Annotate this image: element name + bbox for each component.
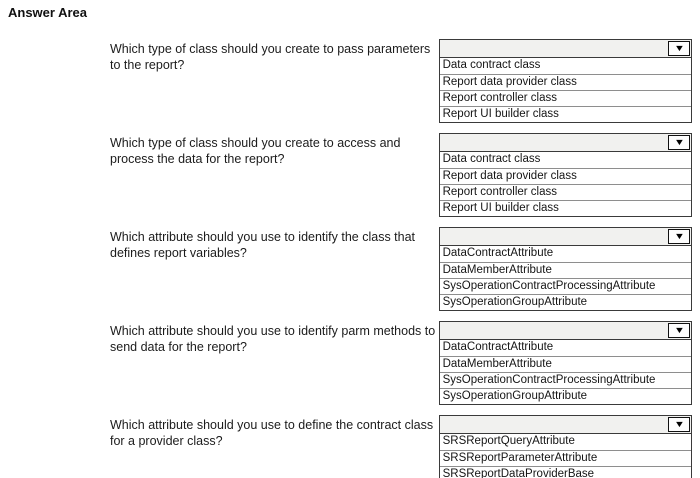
options-list [440, 246, 691, 310]
question-text: Which type of class should you create to access and process the data for the report? [110, 136, 401, 166]
option-item[interactable]: DataContractAttribute [440, 246, 691, 262]
chevron-down-icon: ▼ [673, 137, 685, 147]
dropdown-selected-value [440, 40, 691, 42]
question-row [8, 321, 692, 405]
option-item[interactable]: Report controller class [440, 90, 691, 106]
answer-group [439, 415, 692, 478]
dropdown-selected-value [440, 322, 691, 324]
option-item[interactable]: Data contract class [440, 152, 691, 168]
option-item[interactable]: Report UI builder class [440, 200, 691, 216]
question-rows [8, 39, 692, 478]
dropdown-open-button[interactable] [668, 229, 690, 244]
question-row [8, 227, 692, 311]
option-item[interactable]: SRSReportDataProviderBase [440, 466, 691, 478]
dropdown-selected-value [440, 416, 691, 418]
question-text: Which attribute should you use to define the contract class for a provider class? [110, 418, 434, 448]
dropdown-open-button[interactable] [668, 323, 690, 338]
answer-dropdown[interactable] [440, 40, 691, 58]
answer-group [439, 321, 692, 405]
option-item[interactable]: Data contract class [440, 58, 691, 74]
option-item[interactable]: SRSReportQueryAttribute [440, 434, 691, 450]
question-text: Which attribute should you use to identify parm methods to send data for the report? [110, 324, 436, 354]
option-item[interactable]: SysOperationGroupAttribute [440, 388, 691, 404]
option-item[interactable]: DataContractAttribute [440, 340, 691, 356]
dropdown-selected-value [440, 134, 691, 136]
option-item[interactable]: SysOperationContractProcessingAttribute [440, 278, 691, 294]
option-item[interactable]: DataMemberAttribute [440, 262, 691, 278]
answer-dropdown[interactable] [440, 134, 691, 152]
dropdown-selected-value [440, 228, 691, 230]
option-item[interactable]: Report controller class [440, 184, 691, 200]
option-item[interactable]: SysOperationContractProcessingAttribute [440, 372, 691, 388]
chevron-down-icon: ▼ [673, 43, 685, 53]
question-row [8, 133, 692, 217]
answer-group [439, 227, 692, 311]
option-item[interactable]: SRSReportParameterAttribute [440, 450, 691, 466]
option-item[interactable]: DataMemberAttribute [440, 356, 691, 372]
answer-group [439, 133, 692, 217]
question-text: Which attribute should you use to identify the class that defines report variables? [110, 230, 416, 260]
question-text: Which type of class should you create to pass parameters to the report? [110, 42, 431, 72]
options-list [440, 152, 691, 216]
options-list [440, 434, 691, 478]
page-title: Answer Area [8, 5, 87, 20]
answer-dropdown[interactable] [440, 416, 691, 434]
chevron-down-icon: ▼ [673, 419, 685, 429]
option-item[interactable]: Report data provider class [440, 74, 691, 90]
answer-dropdown[interactable] [440, 228, 691, 246]
answer-dropdown[interactable] [440, 322, 691, 340]
option-item[interactable]: SysOperationGroupAttribute [440, 294, 691, 310]
options-list [440, 58, 691, 122]
option-item[interactable]: Report UI builder class [440, 106, 691, 122]
dropdown-open-button[interactable] [668, 41, 690, 56]
question-row [8, 415, 692, 478]
chevron-down-icon: ▼ [673, 231, 685, 241]
options-list [440, 340, 691, 404]
question-row [8, 39, 692, 123]
option-item[interactable]: Report data provider class [440, 168, 691, 184]
chevron-down-icon: ▼ [673, 325, 685, 335]
answer-group [439, 39, 692, 123]
dropdown-open-button[interactable] [668, 417, 690, 432]
dropdown-open-button[interactable] [668, 135, 690, 150]
